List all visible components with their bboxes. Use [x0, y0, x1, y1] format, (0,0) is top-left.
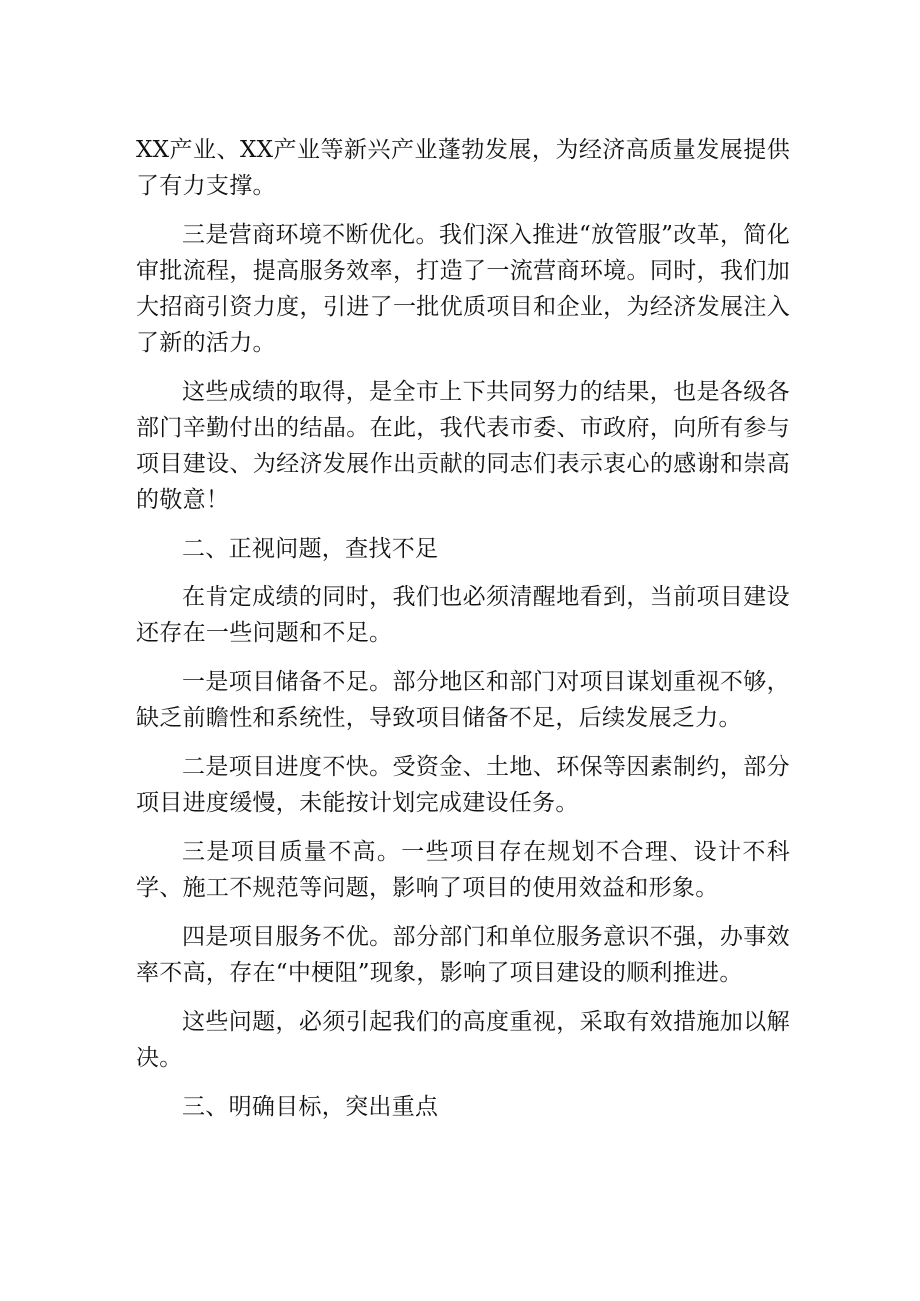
paragraph-problem-progress: 二是项目进度不快。受资金、土地、环保等因素制约，部分项目进度缓慢，未能按计划完成建设任务。: [136, 754, 790, 816]
paragraph-continuation: XX产业、XX产业等新兴产业蓬勃发展，为经济高质量发展提供了有力支撑。: [136, 137, 790, 199]
section-heading-goals: 三、明确目标，突出重点: [182, 1094, 439, 1120]
paragraph-business-environment: 三是营商环境不断优化。我们深入推进“放管服”改革，简化审批流程，提高服务效率，打造了一流营商环境。同时，我们加大招商引资力度，引进了一批优质项目和企业，为经济发展注入了新的活力。: [136, 222, 790, 356]
paragraph-problems-conclusion: 这些问题，必须引起我们的高度重视，采取有效措施加以解决。: [136, 1009, 790, 1071]
paragraph-problem-service: 四是项目服务不优。部分部门和单位服务意识不强，办事效率不高，存在“中梗阻”现象，影响了项目建设的顺利推进。: [136, 924, 790, 986]
paragraph-achievements-thanks: 这些成绩的取得，是全市上下共同努力的结果，也是各级各部门辛勤付出的结晶。在此，我代表市委、市政府，向所有参与项目建设、为经济发展作出贡献的同志们表示衷心的感谢和崇高的敬意！: [136, 379, 790, 513]
paragraph-problem-quality: 三是项目质量不高。一些项目存在规划不合理、设计不科学、施工不规范等问题，影响了项目的使用效益和形象。: [136, 839, 790, 901]
section-heading-problems: 二、正视问题，查找不足: [182, 536, 439, 562]
document-body: [136, 132, 790, 1137]
paragraph-problem-reserve: 一是项目储备不足。部分地区和部门对项目谋划重视不够，缺乏前瞻性和系统性，导致项目储备不足，后续发展乏力。: [136, 669, 790, 731]
paragraph-problems-intro: 在肯定成绩的同时，我们也必须清醒地看到，当前项目建设还存在一些问题和不足。: [136, 584, 790, 646]
